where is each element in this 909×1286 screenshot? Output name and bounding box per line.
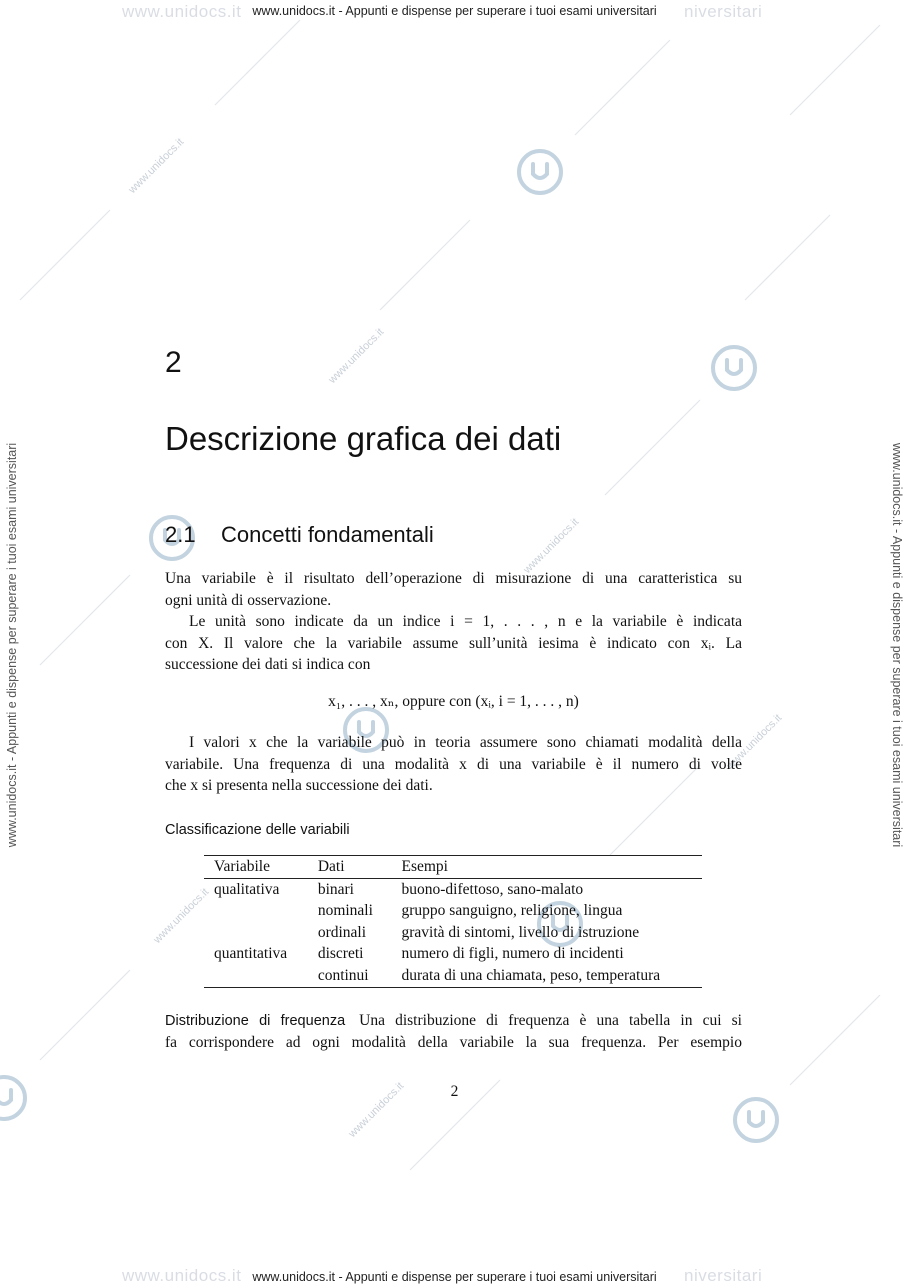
table-row	[204, 901, 702, 923]
text-line: con X. Il valore che la variabile assume sull’unità iesima è indicato con xᵢ. La	[165, 634, 742, 652]
table-cell: qualitativa	[214, 880, 280, 898]
table-cell: numero di figli, numero di incidenti	[401, 945, 624, 963]
section-title: Concetti fondamentali	[221, 522, 434, 547]
table-row	[204, 944, 702, 966]
table-cell: nominali	[317, 902, 373, 920]
paragraph-units	[165, 611, 742, 676]
chapter-number: 2	[165, 346, 182, 379]
table-cell: gruppo sanguigno, religione, lingua	[401, 902, 623, 920]
classification-heading: Classificazione delle variabili	[165, 822, 350, 838]
table-cell: ordinali	[317, 923, 367, 941]
text-line: Una variabile è il risultato dell’operazione di misurazione di una caratteristica su	[165, 570, 742, 587]
table-cell: binari	[317, 880, 354, 898]
table-cell: quantitativa	[214, 945, 288, 963]
table-cell	[204, 965, 308, 987]
text-line: che x si presenta nella successione dei dati.	[165, 777, 433, 794]
table-cell: discreti	[317, 945, 364, 963]
table-cell: continui	[308, 965, 392, 987]
classification-table	[204, 855, 702, 988]
table-header-cell: Variabile	[204, 856, 308, 879]
table-row	[204, 879, 702, 901]
unidocs-logo-icon	[516, 148, 564, 196]
unidocs-logo-icon	[710, 344, 758, 392]
table-cell: durata di una chiamata, peso, temperatura	[392, 965, 703, 987]
section-heading	[165, 522, 434, 548]
table-cell	[204, 922, 308, 944]
text-line: successione dei dati si indica con	[165, 656, 371, 673]
watermark-diagonal: www.unidocs.it	[126, 136, 187, 196]
watermark-diagonal: www.unidocs.it	[724, 712, 785, 772]
table-cell: buono-difettoso, sano-malato	[401, 880, 584, 898]
watermark-diagonal: www.unidocs.it	[346, 1080, 407, 1140]
table-header-cell: Esempi	[392, 856, 703, 879]
watermark-ghost-header-left: www.unidocs.it	[122, 2, 242, 21]
text-run: Una distribuzione di frequenza è una tabella in cui si	[359, 1012, 742, 1029]
formula: x₁, . . . , xₙ, oppure con (xᵢ, i = 1, . . . , n)	[328, 693, 579, 710]
text-line	[165, 1010, 742, 1032]
table-row	[204, 965, 702, 987]
table-cell: gravità di sintomi, livello di istruzione	[401, 923, 640, 941]
text-line: ogni unità di osservazione.	[165, 591, 332, 609]
page-number: 2	[450, 1083, 459, 1100]
text-line: I valori x che la variabile può in teoria assumere sono chiamati modalità della	[189, 734, 742, 751]
section-number: 2.1	[165, 522, 196, 547]
watermark-footer: www.unidocs.it - Appunti e dispense per superare i tuoi esami universitari	[252, 1270, 657, 1284]
run-in-heading: Distribuzione di frequenza	[165, 1013, 346, 1029]
unidocs-logo-icon	[732, 1096, 780, 1144]
text-line: variabile. Una frequenza di una modalità x di una variabile è il numero di volte	[165, 755, 742, 773]
table-row	[204, 922, 702, 944]
table-header-cell: Dati	[308, 856, 392, 879]
table-header-row	[204, 856, 702, 879]
watermark-diagonal: www.unidocs.it	[521, 516, 582, 576]
watermark-side-left: www.unidocs.it - Appunti e dispense per superare i tuoi esami universitari	[5, 442, 19, 848]
watermark-ghost-header-right: niversitari	[684, 2, 763, 21]
table-cell	[204, 901, 308, 923]
paragraph-modalities	[165, 732, 742, 797]
watermark-ghost-footer-left: www.unidocs.it	[122, 1266, 242, 1285]
watermark-diagonal: www.unidocs.it	[326, 326, 387, 386]
text-line: Le unità sono indicate da un indice i = 1, . . . , n e la variabile è indicata	[189, 613, 742, 630]
paragraph-frequency-distribution	[165, 1010, 742, 1054]
text-line: fa corrispondere ad ogni modalità della variabile la sua frequenza. Per esempio	[165, 1034, 742, 1051]
watermark-diagonal: www.unidocs.it	[151, 886, 212, 946]
paragraph-definition	[165, 568, 742, 611]
watermark-header: www.unidocs.it - Appunti e dispense per superare i tuoi esami universitari	[252, 4, 657, 18]
watermark-ghost-footer-right: niversitari	[684, 1266, 763, 1285]
watermark-side-right: www.unidocs.it - Appunti e dispense per superare i tuoi esami universitari	[890, 442, 904, 848]
chapter-title: Descrizione grafica dei dati	[165, 420, 562, 457]
